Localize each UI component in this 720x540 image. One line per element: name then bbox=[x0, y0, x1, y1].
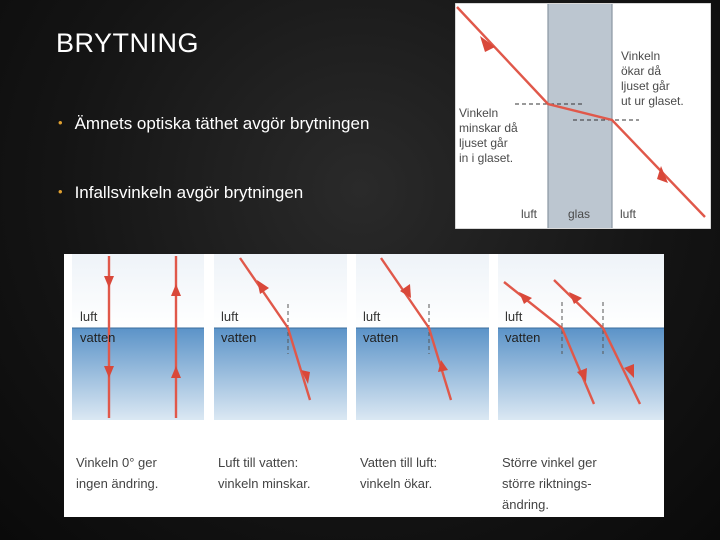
bullet-1-text: Ämnets optiska täthet avgör brytningen bbox=[74, 114, 370, 133]
glass-right-line-3: ljuset går bbox=[621, 79, 670, 93]
bullet-1 bbox=[58, 114, 369, 134]
vatten-label: vatten bbox=[221, 330, 257, 345]
vatten-label: vatten bbox=[505, 330, 541, 345]
label-glas: glas bbox=[568, 207, 591, 221]
luft-label: luft bbox=[221, 309, 239, 324]
luft-label: luft bbox=[80, 309, 98, 324]
glass-left-line-3: ljuset går bbox=[459, 136, 508, 150]
caption-line: Större vinkel ger bbox=[502, 455, 597, 470]
caption-line: ändring. bbox=[502, 497, 549, 512]
glass-left-line-4: in i glaset. bbox=[459, 151, 514, 165]
glass-right-line-4: ut ur glaset. bbox=[621, 94, 684, 108]
slide-title: BRYTNING bbox=[56, 28, 200, 58]
caption-line: ingen ändring. bbox=[76, 476, 159, 491]
bullet-dot-icon: • bbox=[58, 115, 63, 130]
label-luft-left: luft bbox=[521, 207, 538, 221]
label-luft-right: luft bbox=[620, 207, 637, 221]
luft-label: luft bbox=[363, 309, 381, 324]
vatten-label: vatten bbox=[363, 330, 399, 345]
bullet-2-text: Infallsvinkeln avgör brytningen bbox=[74, 183, 304, 202]
caption-line: Vinkeln 0° ger bbox=[76, 455, 157, 470]
caption-line: Luft till vatten: bbox=[218, 455, 299, 470]
glass-right-line-1: Vinkeln bbox=[621, 49, 661, 63]
water-refraction-figure bbox=[64, 254, 664, 517]
glass-refraction-figure bbox=[455, 3, 711, 229]
vatten-label: vatten bbox=[80, 330, 116, 345]
glass-left-line-1: Vinkeln bbox=[459, 106, 499, 120]
luft-label: luft bbox=[505, 309, 523, 324]
bullet-dot-icon: • bbox=[58, 184, 63, 199]
caption-line: vinkeln minskar. bbox=[218, 476, 311, 491]
glass-right-line-2: ökar då bbox=[621, 64, 662, 78]
glass-slab bbox=[548, 4, 612, 228]
bullet-2 bbox=[58, 183, 303, 203]
caption-line: Vatten till luft: bbox=[360, 455, 438, 470]
caption-line: vinkeln ökar. bbox=[360, 476, 433, 491]
glass-left-line-2: minskar då bbox=[459, 121, 518, 135]
caption-line: större riktnings- bbox=[502, 476, 592, 491]
